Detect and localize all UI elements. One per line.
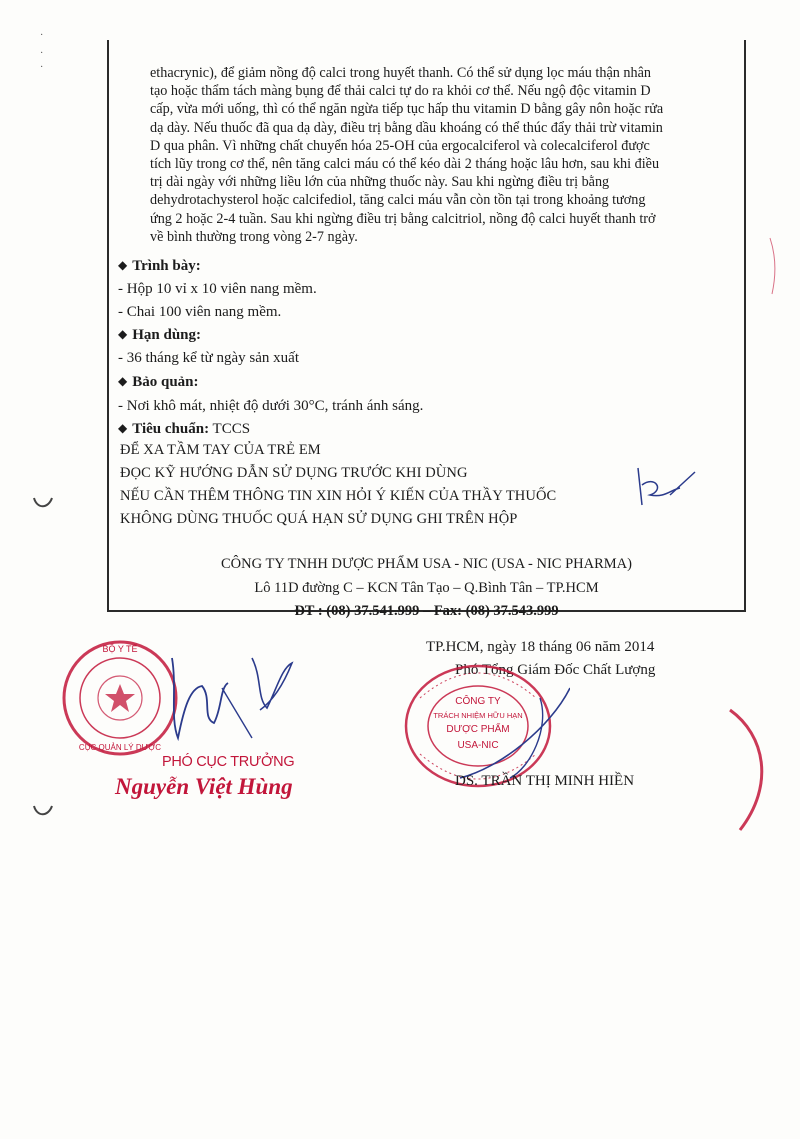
red-stamp-edge — [720, 705, 780, 835]
svg-text:USA-NIC: USA-NIC — [457, 740, 499, 751]
paragraph-line: ứng 2 hoặc 2-4 tuần. Sau khi ngừng điều trị bằng calcitriol, nồng độ calci huyết thanh trở — [150, 210, 656, 227]
paragraph-line: ethacrynic), để giảm nồng độ calci trong huyết thanh. Có thể sử dụng lọc máu thận nhân — [150, 65, 651, 81]
paragraph-line: tích lũy trong cơ thể, nên tăng calci máu có thể kéo dài 2 tháng hoặc lâu hơn, sau khi điều — [150, 156, 660, 173]
paragraph-line: dạ dày. Nếu thuốc đã qua dạ dày, điều trị bằng dầu khoáng có thể thúc đẩy thải trừ vitamin — [150, 119, 663, 136]
section-heading-standard: ◆ Tiêu chuẩn: TCCS — [118, 421, 251, 437]
presentation-item: - Hộp 10 vỉ x 10 viên nang mềm. — [118, 281, 317, 297]
warning-line: NẾU CẦN THÊM THÔNG TIN XIN HỎI Ý KIẾN CỦA THẦY THUỐC — [120, 488, 557, 504]
warning-line: ĐỂ XA TẦM TAY CỦA TRẺ EM — [120, 442, 321, 458]
svg-text:CỤC QUẢN LÝ DƯỢC: CỤC QUẢN LÝ DƯỢC — [78, 743, 162, 752]
paragraph-line: cấp, vừa mới uống, thì có thể ngăn ngừa tiếp tục hấp thu vitamin D bằng gây nôn hoặc rửa — [150, 101, 664, 118]
company-address: Lô 11D đường C – KCN Tân Tạo – Q.Bình Tân – TP.HCM — [254, 580, 599, 596]
paragraph-line: tạo hoặc thẩm tách màng bụng để thải calci tự do ra khỏi cơ thể. Nếu ngộ độc vitamin D — [150, 83, 651, 100]
svg-text:TRÁCH NHIỆM HỮU HẠN: TRÁCH NHIỆM HỮU HẠN — [433, 711, 523, 720]
shelf-life-item: - 36 tháng kể từ ngày sản xuất — [118, 350, 300, 366]
company-name: CÔNG TY TNHH DƯỢC PHẨM USA - NIC (USA - NIC PHARMA) — [221, 556, 632, 572]
warning-line: ĐỌC KỸ HƯỚNG DẪN SỬ DỤNG TRƯỚC KHI DÙNG — [120, 465, 468, 481]
company-signer-name: DS. TRẦN THỊ MINH HIỀN — [455, 773, 635, 789]
deputy-director-name: Nguyễn Việt Hùng — [115, 774, 293, 799]
punch-hole-mark-icon — [32, 495, 54, 511]
presentation-item: - Chai 100 viên nang mềm. — [118, 304, 282, 320]
vice-director-title: Phó Tổng Giám Đốc Chất Lượng — [455, 662, 656, 678]
svg-text:DƯỢC PHẨM: DƯỢC PHẨM — [446, 724, 510, 735]
scan-speck: · — [40, 62, 44, 73]
margin-initial-mark — [630, 460, 700, 510]
svg-text:CÔNG TY: CÔNG TY — [455, 696, 501, 707]
section-heading-storage: ◆ Bảo quản: — [118, 374, 199, 390]
svg-text:BỘ Y TẾ: BỘ Y TẾ — [102, 644, 138, 654]
diamond-bullet-icon: ◆ — [118, 258, 128, 272]
warning-line: KHÔNG DÙNG THUỐC QUÁ HẠN SỬ DỤNG GHI TRÊN HỘP — [120, 511, 518, 527]
paragraph-line: dehydrotachysterol hoặc calcifediol, tăng calci máu vẫn còn tồn tại trong khoảng tương — [150, 192, 646, 209]
punch-hole-mark-icon — [32, 803, 54, 819]
scan-speck: · — [40, 30, 44, 41]
overdose-paragraph — [150, 64, 740, 246]
deputy-director-title: PHÓ CỤC TRƯỞNG — [162, 754, 295, 770]
company-phone: ĐT : (08) 37.541.999 – Fax: (08) 37.543.999 — [294, 603, 559, 619]
diamond-bullet-icon: ◆ — [118, 374, 128, 388]
storage-item: - Nơi khô mát, nhiệt độ dưới 30°C, tránh ánh sáng. — [118, 398, 424, 414]
diamond-bullet-icon: ◆ — [118, 421, 128, 435]
section-heading-presentation: ◆ Trình bày: — [118, 258, 201, 274]
paragraph-line: D qua phân. Vì những chất chuyển hóa 25-OH của ergocalciferol và colecalciferol được — [150, 137, 650, 154]
paragraph-line: trị dài ngày với những liều lớn của những thuốc này. Sau khi ngừng điều trị bằng — [150, 174, 610, 191]
section-heading-shelf-life: ◆ Hạn dùng: — [118, 327, 202, 343]
standard-value: TCCS — [209, 421, 251, 437]
diamond-bullet-icon: ◆ — [118, 327, 128, 341]
paper-edge-mark — [766, 236, 780, 296]
scan-speck: · — [40, 48, 44, 59]
paragraph-line: về bình thường trong vòng 2-7 ngày. — [150, 228, 358, 245]
date-line: TP.HCM, ngày 18 tháng 06 năm 2014 — [426, 639, 655, 655]
